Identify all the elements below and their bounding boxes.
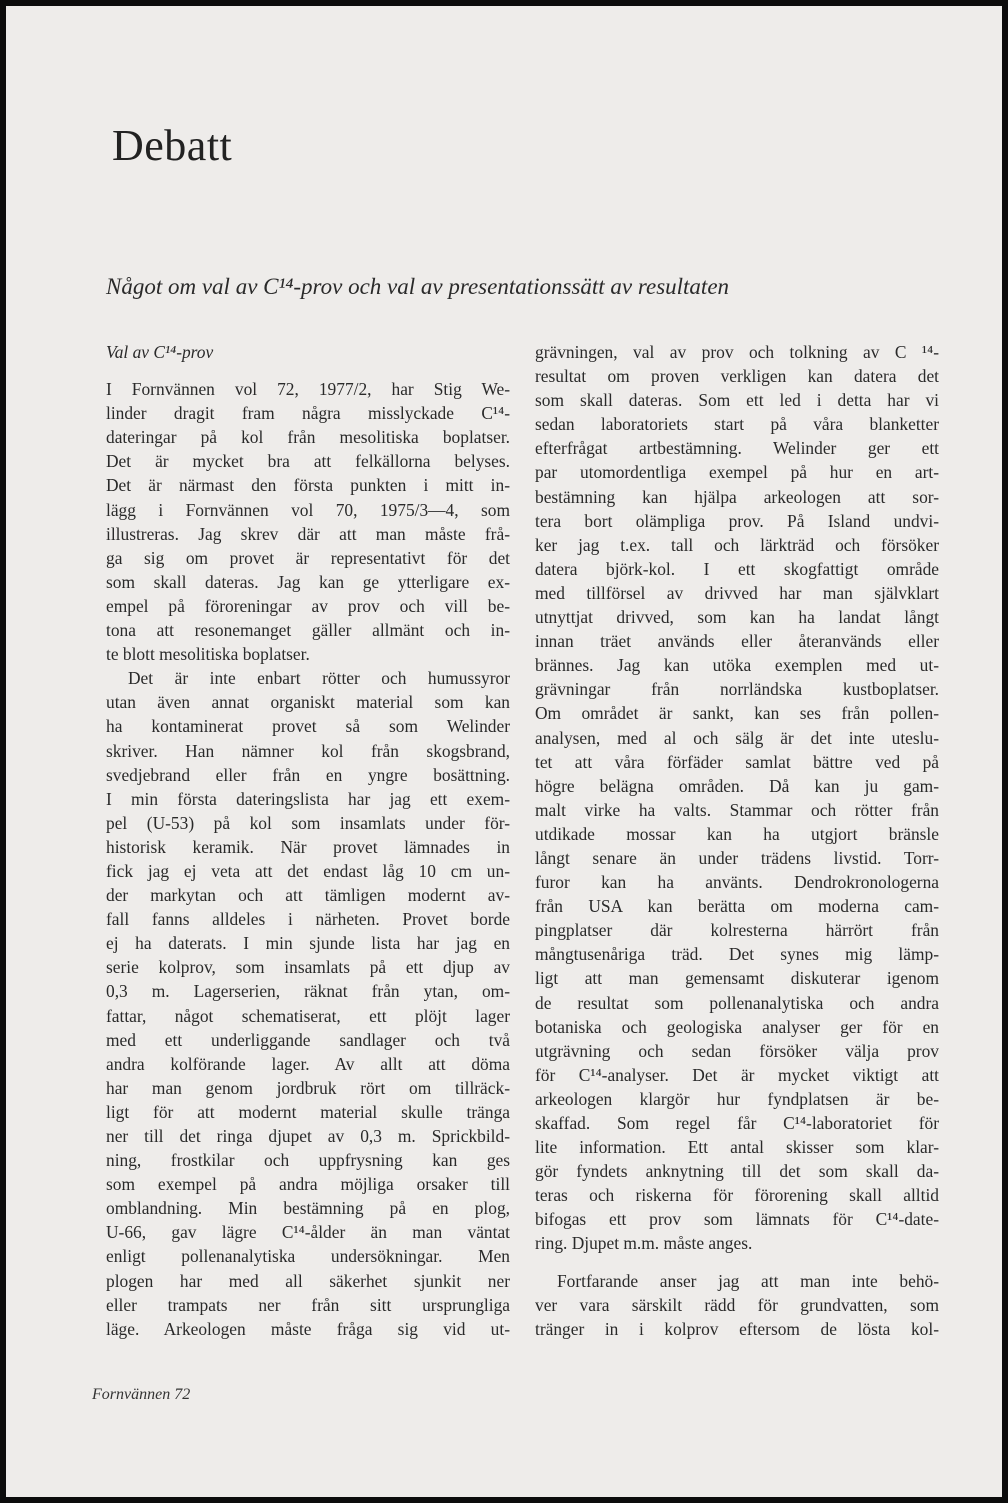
text-line: Fortfarande anser jag att man inte behö- bbox=[557, 1270, 939, 1291]
left-column bbox=[106, 340, 510, 1341]
text-line: furor kan ha använts. Dendrokronologerna bbox=[535, 872, 939, 893]
right-column bbox=[535, 340, 939, 1341]
text-line: ligt att man gemensamt diskuterar igenom bbox=[535, 968, 939, 989]
left-paragraph-1 bbox=[106, 377, 510, 666]
text-line: analysen, med al och sälg är det inte uteslu- bbox=[535, 727, 939, 748]
text-line: utdikade mossar kan ha utgjort bränsle bbox=[535, 823, 939, 844]
text-line: pingplatser där kolresterna härrört från bbox=[535, 920, 939, 941]
text-line: långt senare än under trädens livstid. Torr- bbox=[535, 847, 939, 868]
text-line: ner till det ringa djupet av 0,3 m. Sprickbild- bbox=[106, 1126, 510, 1146]
text-line: historisk keramik. När provet lämnades in bbox=[106, 836, 510, 857]
text-line: bifogas ett prov som lämnats för C¹⁴-date- bbox=[535, 1209, 939, 1230]
text-line: resultat om proven verkligen kan datera det bbox=[535, 366, 939, 387]
text-line: enligt pollenanalytiska undersökningar. Men bbox=[106, 1246, 510, 1267]
text-line: andra kolförande lager. Av allt att döma bbox=[106, 1053, 510, 1074]
text-line: ej ha daterats. I min sjunde lista har jag en bbox=[106, 933, 510, 954]
text-line: arkeologen klargör hur fyndplatsen är be- bbox=[535, 1088, 939, 1109]
text-line: tet att våra förfäder samlat bättre ved på bbox=[535, 751, 939, 772]
text-line: ring. Djupet m.m. måste anges. bbox=[535, 1233, 753, 1254]
text-line: de resultat som pollenanalytiska och andra bbox=[535, 992, 939, 1013]
text-line: mångtusenåriga träd. Det synes mig lämp- bbox=[535, 944, 939, 965]
text-line: lägg i Fornvännen vol 70, 1975/3—4, som bbox=[106, 499, 510, 520]
document-page bbox=[6, 6, 1002, 1497]
text-line: högre belägna områden. Då kan ju gam- bbox=[535, 775, 939, 796]
article-title: Något om val av C¹⁴-prov och val av presentationssätt av resultaten bbox=[106, 274, 730, 299]
text-line: med ett underliggande sandlager och två bbox=[106, 1029, 510, 1050]
text-line: eller trampats ner från sitt ursprungliga bbox=[106, 1294, 510, 1315]
text-line: för C¹⁴-analyser. Det är mycket viktigt att bbox=[535, 1064, 939, 1085]
text-line: tränger in i kolprov eftersom de lösta kol- bbox=[535, 1318, 939, 1339]
text-line: ning, frostkilar och uppfrysning kan ges bbox=[106, 1150, 510, 1171]
text-line: illustreras. Jag skrev där att man måste frå- bbox=[106, 523, 510, 544]
text-line: fall fanns alldeles i närheten. Provet borde bbox=[106, 909, 510, 930]
text-line: empel på föroreningar av prov och vill be- bbox=[106, 595, 510, 616]
text-line: pel (U-53) på kol som insamlats under för- bbox=[106, 812, 510, 833]
text-line: I Fornvännen vol 72, 1977/2, har Stig We- bbox=[106, 379, 510, 400]
text-line: som exempel på andra möjliga orsaker till bbox=[106, 1174, 510, 1195]
text-line: teras och riskerna för förorening skall alltid bbox=[535, 1185, 939, 1206]
text-line: skaffad. Som regel får C¹⁴-laboratoriet för bbox=[535, 1113, 939, 1133]
text-line: ligt för att modernt material skulle tränga bbox=[106, 1101, 510, 1122]
text-line: Det är inte enbart rötter och humussyror bbox=[128, 668, 510, 689]
text-line: bestämning kan hjälpa arkeologen att sor- bbox=[535, 486, 939, 507]
text-line: har man genom jordbruk rört om tillräck- bbox=[106, 1077, 510, 1098]
text-line: brännes. Jag kan utöka exemplen med ut- bbox=[535, 655, 939, 676]
text-line: der markytan och att tämligen modernt av- bbox=[106, 885, 510, 906]
text-line: botaniska och geologiska analyser ger för en bbox=[535, 1016, 939, 1037]
text-line: som skall dateras. Jag kan ge ytterligare ex- bbox=[106, 571, 510, 592]
text-line: Om området är sankt, kan ses från pollen- bbox=[535, 703, 939, 724]
left-paragraph-2 bbox=[106, 666, 510, 1341]
spacer bbox=[535, 1256, 939, 1269]
text-line: Det är närmast den första punkten i mitt in- bbox=[106, 475, 510, 496]
text-line: ker jag t.ex. tall och lärkträd och försöker bbox=[535, 534, 939, 555]
text-line: te blott mesolitiska boplatser. bbox=[106, 644, 310, 665]
right-paragraph-1 bbox=[535, 340, 939, 1256]
text-line: sedan laboratoriets start på våra blanketter bbox=[535, 414, 939, 435]
text-line: skriver. Han nämner kol från skogsbrand, bbox=[106, 740, 510, 761]
text-line: utan även annat organiskt material som kan bbox=[106, 692, 510, 713]
text-line: fick jag ej veta att det endast låg 10 cm un- bbox=[106, 860, 510, 881]
text-line: Det är mycket bra att felkällorna belyses. bbox=[106, 451, 510, 472]
text-line: 0,3 m. Lagerserien, räknat från ytan, om- bbox=[106, 981, 510, 1002]
right-paragraph-2 bbox=[535, 1269, 939, 1341]
subheading: Val av C¹⁴-prov bbox=[106, 342, 214, 362]
text-line: tera bort olämpliga prov. På Island undvi- bbox=[535, 510, 939, 531]
text-line: med tillförsel av drivved har man självklart bbox=[535, 582, 939, 603]
text-line: grävningen, val av prov och tolkning av C ¹⁴- bbox=[535, 342, 939, 362]
text-line: läge. Arkeologen måste fråga sig vid ut- bbox=[106, 1318, 510, 1339]
text-line: par utomordentliga exempel på hur en art- bbox=[535, 462, 939, 483]
text-line: fattar, något schematiserat, ett plöjt lager bbox=[106, 1005, 510, 1026]
text-line: serie kolprov, som insamlats på ett djup av bbox=[106, 957, 510, 978]
text-line: datera björk-kol. I ett skogfattigt område bbox=[535, 558, 939, 579]
text-line: efterfrågat artbestämning. Welinder ger ett bbox=[535, 438, 939, 459]
spacer bbox=[106, 364, 510, 377]
text-line: plogen har med all säkerhet sjunkit ner bbox=[106, 1270, 510, 1291]
footer-journal: Fornvännen 72 bbox=[92, 1386, 191, 1403]
text-line: svedjebrand eller från en yngre bosättning. bbox=[106, 764, 510, 785]
text-line: I min första dateringslista har jag ett exem- bbox=[106, 788, 510, 809]
text-line: som skall dateras. Som ett led i detta har vi bbox=[535, 390, 939, 411]
text-line: malt virke ha valts. Stammar och rötter från bbox=[535, 799, 939, 820]
text-line: gör fyndets anknytning till det som skall da- bbox=[535, 1161, 939, 1182]
text-line: från USA kan berätta om moderna cam- bbox=[535, 896, 939, 917]
text-line: utgrävning och sedan försöker välja prov bbox=[535, 1040, 939, 1061]
text-line: tona att resonemanget gäller allmänt och in- bbox=[106, 620, 510, 641]
text-line: utnyttjat drivved, som kan ha landat långt bbox=[535, 607, 939, 628]
text-line: ga sig om provet är representativt för det bbox=[106, 547, 510, 568]
text-line: innan träet används eller återanvänds eller bbox=[535, 631, 939, 652]
text-line: ha kontaminerat provet så som Welinder bbox=[106, 716, 510, 737]
text-line: dateringar på kol från mesolitiska boplatser. bbox=[106, 427, 510, 448]
section-title: Debatt bbox=[112, 121, 233, 170]
text-line: U-66, gav lägre C¹⁴-ålder än man väntat bbox=[106, 1222, 510, 1243]
text-line: lite information. Ett antal skisser som klar- bbox=[535, 1137, 939, 1158]
text-line: linder dragit fram några misslyckade C¹⁴- bbox=[106, 403, 510, 424]
text-line: omblandning. Min bestämning på en plog, bbox=[106, 1198, 510, 1219]
text-line: grävningar från norrländska kustboplatser. bbox=[535, 679, 939, 700]
text-line: ver vara särskilt rädd för grundvatten, som bbox=[535, 1294, 939, 1315]
